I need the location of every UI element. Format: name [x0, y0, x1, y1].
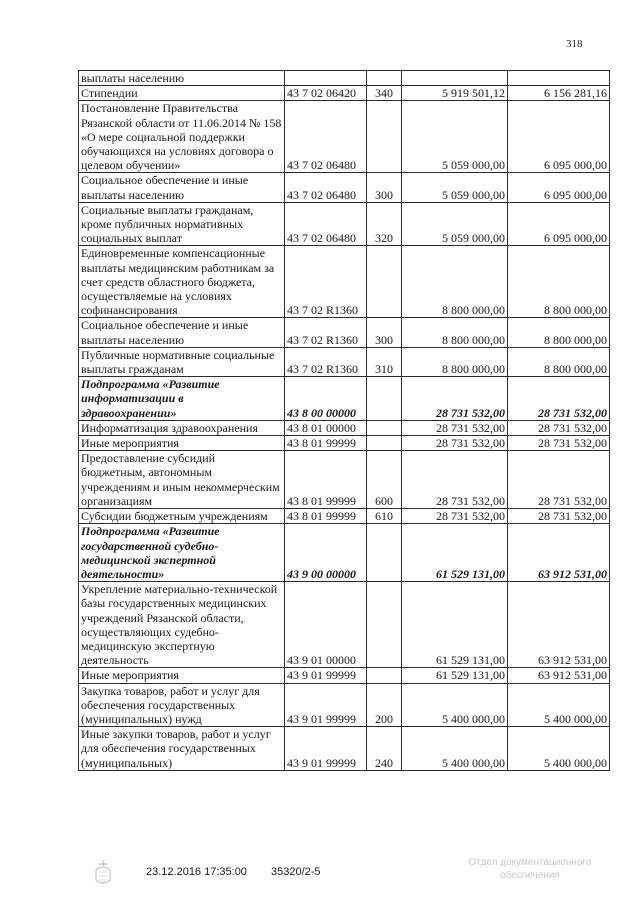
amount-2018-cell — [402, 71, 508, 86]
target-code-cell: 43 7 02 R1360 — [285, 347, 367, 376]
amount-2019-cell: 8 800 000,00 — [508, 246, 610, 318]
row-name-cell: Субсидии бюджетным учреждениям — [79, 509, 285, 524]
target-code-cell — [285, 71, 367, 86]
target-code-cell: 43 9 00 00000 — [285, 524, 367, 582]
amount-2018-cell: 8 800 000,00 — [402, 347, 508, 376]
amount-2018-cell: 61 529 131,00 — [402, 524, 508, 582]
amount-2019-cell: 28 731 532,00 — [508, 509, 610, 524]
expense-type-cell — [367, 436, 402, 451]
expense-type-cell — [367, 101, 402, 173]
target-code-cell: 43 8 01 99999 — [285, 436, 367, 451]
expense-type-cell — [367, 668, 402, 683]
row-name-cell: Предоставление субсидий бюджетным, автономным учреждениям и иным некоммерческим организациям — [79, 451, 285, 509]
page-number: 318 — [566, 38, 583, 50]
row-name-cell: Публичные нормативные социальные выплаты гражданам — [79, 347, 285, 376]
stamp-line-2: обеспечения — [500, 870, 560, 881]
amount-2019-cell — [508, 71, 610, 86]
row-name-cell: Подпрограмма «Развитие государственной судебно-медицинской экспертной деятельности» — [79, 524, 285, 582]
expense-type-cell: 200 — [367, 683, 402, 727]
table-row — [79, 509, 610, 524]
amount-2019-cell: 8 800 000,00 — [508, 347, 610, 376]
expense-type-cell: 300 — [367, 318, 402, 347]
table-row — [79, 246, 610, 318]
row-name-cell: Закупка товаров, работ и услуг для обеспечения государственных (муниципальных) нужд — [79, 683, 285, 727]
amount-2019-cell: 5 400 000,00 — [508, 683, 610, 727]
expense-type-cell: 600 — [367, 451, 402, 509]
amount-2019-cell: 6 095 000,00 — [508, 101, 610, 173]
target-code-cell: 43 7 02 06480 — [285, 173, 367, 202]
amount-2019-cell: 63 912 531,00 — [508, 668, 610, 683]
row-name-cell: Иные закупки товаров, работ и услуг для обеспечения государственных (муниципальных) — [79, 727, 285, 771]
expense-type-cell — [367, 524, 402, 582]
row-name-cell: Информатизация здравоохранения — [79, 420, 285, 435]
amount-2018-cell: 5 919 501,12 — [402, 86, 508, 101]
row-name-cell: Иные мероприятия — [79, 436, 285, 451]
amount-2019-cell: 28 731 532,00 — [508, 436, 610, 451]
table-row — [79, 668, 610, 683]
expense-type-cell — [367, 246, 402, 318]
expense-type-cell: 240 — [367, 727, 402, 771]
amount-2018-cell: 5 059 000,00 — [402, 202, 508, 246]
table-row — [79, 101, 610, 173]
expense-type-cell: 310 — [367, 347, 402, 376]
target-code-cell: 43 7 02 06480 — [285, 101, 367, 173]
target-code-cell: 43 7 02 06420 — [285, 86, 367, 101]
stamp-line-1: Отдел документационного — [468, 857, 592, 868]
table-row — [79, 173, 610, 202]
target-code-cell: 43 8 01 99999 — [285, 451, 367, 509]
table-row — [79, 71, 610, 86]
row-name-cell: Укрепление материально-технической базы государственных медицинских учреждений Рязанской области, осуществляющих судебно-медицинскую экспертную деятельность — [79, 582, 285, 668]
amount-2018-cell: 28 731 532,00 — [402, 451, 508, 509]
target-code-cell: 43 9 01 99999 — [285, 727, 367, 771]
expense-type-cell — [367, 420, 402, 435]
expense-type-cell: 340 — [367, 86, 402, 101]
target-code-cell: 43 7 02 R1360 — [285, 246, 367, 318]
footer-doc-number: 35320/2-5 — [271, 866, 321, 878]
target-code-cell: 43 9 01 00000 — [285, 582, 367, 668]
table-row — [79, 582, 610, 668]
table-row — [79, 420, 610, 435]
table-row — [79, 202, 610, 246]
table-row — [79, 451, 610, 509]
amount-2018-cell: 28 731 532,00 — [402, 377, 508, 421]
expense-type-cell: 320 — [367, 202, 402, 246]
expense-type-cell: 610 — [367, 509, 402, 524]
amount-2019-cell: 6 156 281,16 — [508, 86, 610, 101]
row-name-cell: Социальное обеспечение и иные выплаты населению — [79, 318, 285, 347]
amount-2018-cell: 5 400 000,00 — [402, 727, 508, 771]
row-name-cell: Иные мероприятия — [79, 668, 285, 683]
amount-2018-cell: 28 731 532,00 — [402, 436, 508, 451]
table-row — [79, 524, 610, 582]
amount-2019-cell: 28 731 532,00 — [508, 377, 610, 421]
amount-2019-cell: 8 800 000,00 — [508, 318, 610, 347]
amount-2019-cell: 5 400 000,00 — [508, 727, 610, 771]
row-name-cell: Социальные выплаты гражданам, кроме публичных нормативных социальных выплат — [79, 202, 285, 246]
amount-2019-cell: 6 095 000,00 — [508, 173, 610, 202]
table-row — [79, 727, 610, 771]
footer-date: 23.12.2016 17:35:00 — [146, 866, 247, 878]
row-name-cell: Единовременные компенсационные выплаты медицинским работникам за счет средств областного бюджета, осуществляемые на условиях софинансирования — [79, 246, 285, 318]
amount-2018-cell: 5 059 000,00 — [402, 173, 508, 202]
target-code-cell: 43 9 01 99999 — [285, 683, 367, 727]
target-code-cell: 43 7 02 06480 — [285, 202, 367, 246]
amount-2019-cell: 63 912 531,00 — [508, 524, 610, 582]
amount-2019-cell: 28 731 532,00 — [508, 420, 610, 435]
budget-table-body — [79, 71, 610, 771]
amount-2018-cell: 5 059 000,00 — [402, 101, 508, 173]
target-code-cell: 43 8 00 00000 — [285, 377, 367, 421]
expense-type-cell: 300 — [367, 173, 402, 202]
table-row — [79, 86, 610, 101]
amount-2018-cell: 28 731 532,00 — [402, 420, 508, 435]
table-row — [79, 683, 610, 727]
row-name-cell: Стипендии — [79, 86, 285, 101]
row-name-cell: Постановление Правительства Рязанской области от 11.06.2014 № 158 «О мере социальной поддержки обучающихся на условиях договора о целевом обучении» — [79, 101, 285, 173]
table-row — [79, 318, 610, 347]
amount-2019-cell: 6 095 000,00 — [508, 202, 610, 246]
table-row — [79, 377, 610, 421]
target-code-cell: 43 8 01 00000 — [285, 420, 367, 435]
amount-2018-cell: 28 731 532,00 — [402, 509, 508, 524]
target-code-cell: 43 7 02 R1360 — [285, 318, 367, 347]
amount-2018-cell: 8 800 000,00 — [402, 318, 508, 347]
row-name-cell: Социальное обеспечение и иные выплаты населению — [79, 173, 285, 202]
table-row — [79, 347, 610, 376]
amount-2018-cell: 8 800 000,00 — [402, 246, 508, 318]
table-row — [79, 436, 610, 451]
target-code-cell: 43 9 01 99999 — [285, 668, 367, 683]
amount-2018-cell: 5 400 000,00 — [402, 683, 508, 727]
amount-2019-cell: 28 731 532,00 — [508, 451, 610, 509]
registry-stamp — [455, 856, 605, 882]
amount-2018-cell: 61 529 131,00 — [402, 582, 508, 668]
row-name-cell: Подпрограмма «Развитие информатизации в здравоохранении» — [79, 377, 285, 421]
amount-2019-cell: 63 912 531,00 — [508, 582, 610, 668]
expense-type-cell — [367, 71, 402, 86]
target-code-cell: 43 8 01 99999 — [285, 509, 367, 524]
row-name-cell: выплаты населению — [79, 71, 285, 86]
emblem-icon — [90, 858, 116, 893]
expense-type-cell — [367, 377, 402, 421]
expense-type-cell — [367, 582, 402, 668]
amount-2018-cell: 61 529 131,00 — [402, 668, 508, 683]
budget-table — [78, 70, 610, 771]
